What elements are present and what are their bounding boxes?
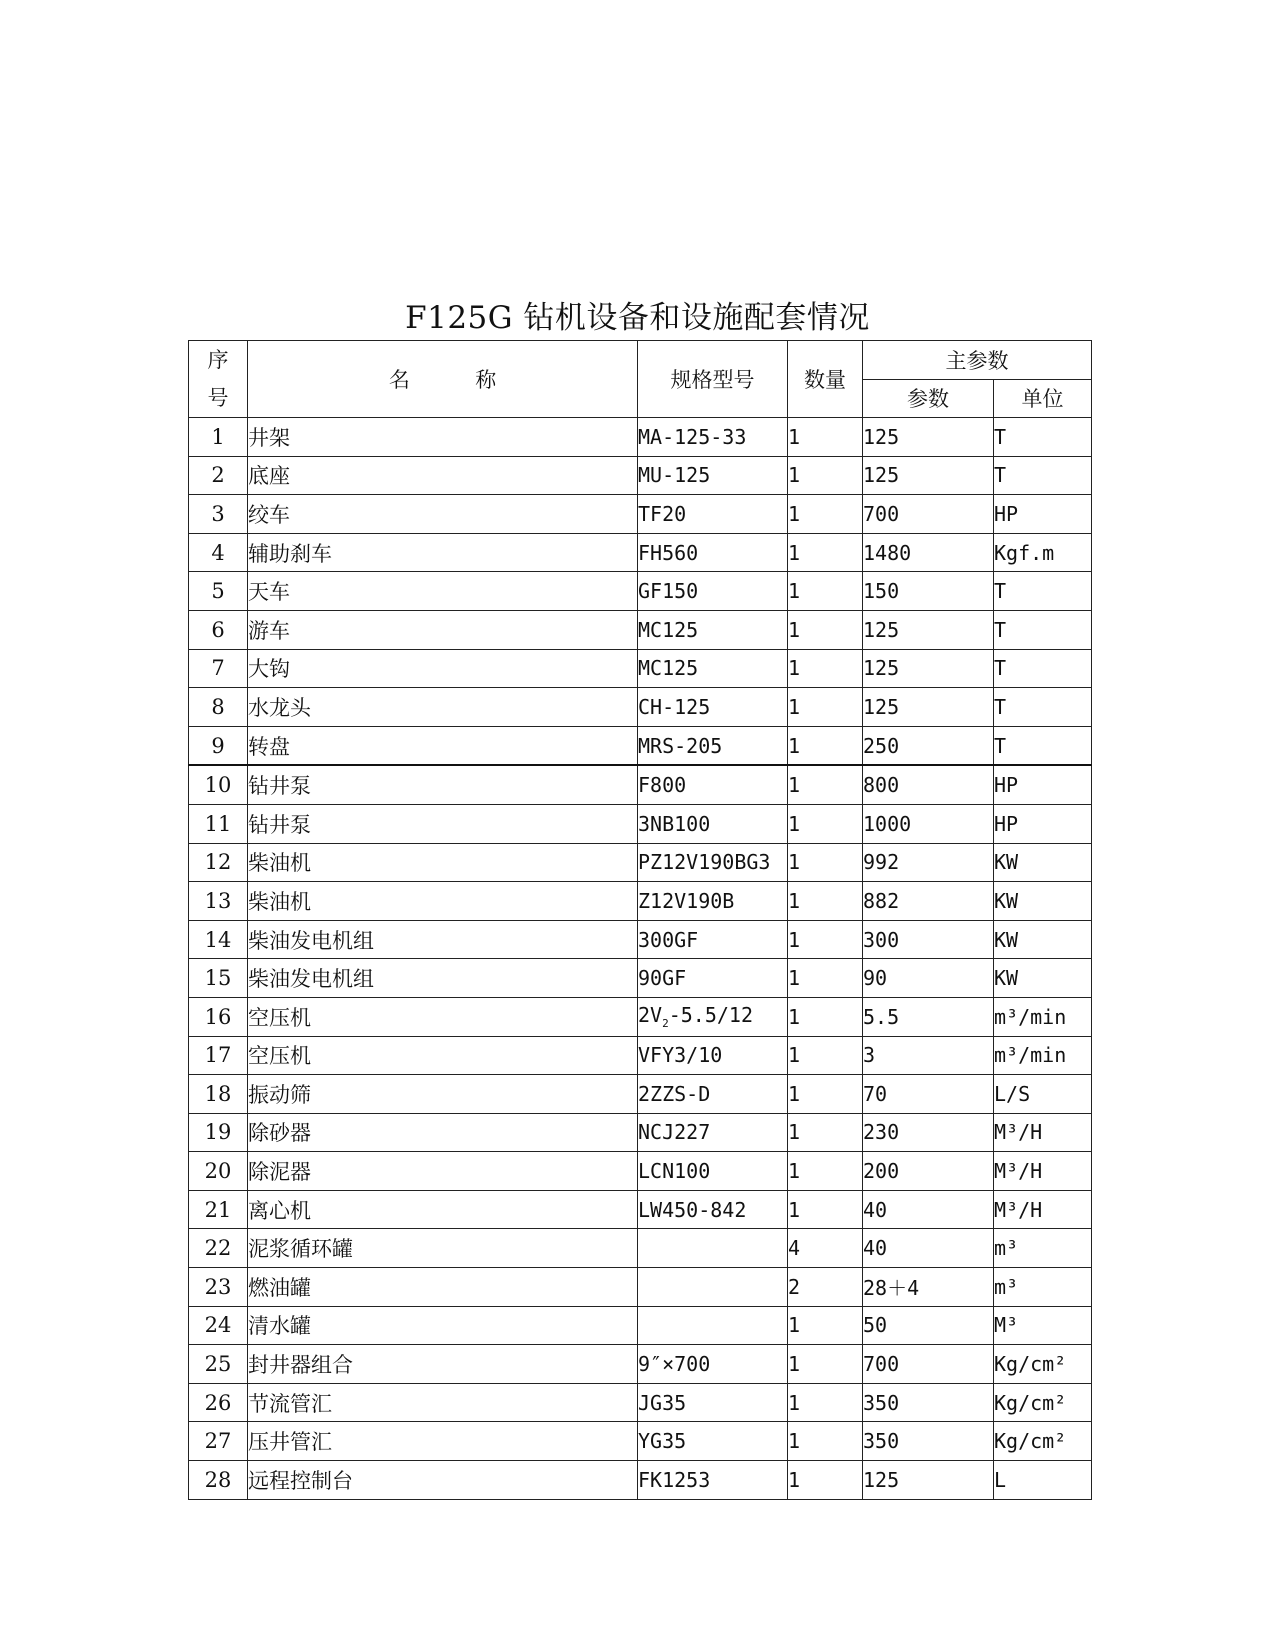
cell-unit: T: [994, 610, 1092, 649]
cell-spec: JG35: [638, 1383, 788, 1422]
cell-qty: 2: [788, 1268, 863, 1307]
cell-param: 250: [863, 726, 994, 765]
cell-param: 125: [863, 649, 994, 688]
cell-qty: 1: [788, 804, 863, 843]
cell-qty: 1: [788, 1190, 863, 1229]
cell-unit: HP: [994, 804, 1092, 843]
cell-param: 125: [863, 1461, 994, 1500]
header-name-char2: 称: [475, 368, 497, 392]
cell-unit: T: [994, 456, 1092, 495]
cell-name: 钻井泵: [248, 804, 638, 843]
cell-unit: T: [994, 726, 1092, 765]
cell-qty: 1: [788, 1422, 863, 1461]
table-row: [189, 1229, 1092, 1268]
table-row: [189, 1190, 1092, 1229]
cell-index: 17: [189, 1036, 248, 1075]
cell-qty: 1: [788, 1152, 863, 1191]
cell-spec: F800: [638, 765, 788, 804]
cell-qty: 1: [788, 882, 863, 921]
equipment-table: [188, 340, 1092, 1500]
cell-index: 12: [189, 843, 248, 882]
table-row: [189, 765, 1092, 804]
cell-unit: T: [994, 418, 1092, 457]
cell-spec: VFY3/10: [638, 1036, 788, 1075]
cell-name: 泥浆循环罐: [248, 1229, 638, 1268]
cell-spec: 2ZZS-D: [638, 1075, 788, 1114]
cell-spec: FH560: [638, 533, 788, 572]
cell-param: 700: [863, 1345, 994, 1384]
table-row: [189, 418, 1092, 457]
cell-index: 7: [189, 649, 248, 688]
cell-spec: YG35: [638, 1422, 788, 1461]
cell-index: 10: [189, 765, 248, 804]
cell-spec: MU-125: [638, 456, 788, 495]
cell-unit: L: [994, 1461, 1092, 1500]
table-row: [189, 1345, 1092, 1384]
cell-spec: [638, 1306, 788, 1345]
table-row: [189, 1461, 1092, 1500]
cell-unit: HP: [994, 495, 1092, 534]
cell-unit: T: [994, 688, 1092, 727]
cell-qty: 1: [788, 726, 863, 765]
cell-name: 压井管汇: [248, 1422, 638, 1461]
cell-unit: Kg/cm²: [994, 1383, 1092, 1422]
cell-spec: CH-125: [638, 688, 788, 727]
cell-qty: 1: [788, 1383, 863, 1422]
cell-name: 燃油罐: [248, 1268, 638, 1307]
cell-spec: 9″×700: [638, 1345, 788, 1384]
cell-name: 除泥器: [248, 1152, 638, 1191]
cell-param: 700: [863, 495, 994, 534]
cell-unit: T: [994, 649, 1092, 688]
header-main-params: 主参数: [863, 341, 1092, 380]
cell-param: 50: [863, 1306, 994, 1345]
page-title: F125G 钻机设备和设施配套情况: [405, 300, 870, 336]
cell-unit: m³/min: [994, 1036, 1092, 1075]
header-index-line1: 序: [207, 348, 229, 372]
cell-index: 4: [189, 533, 248, 572]
table-row: [189, 1036, 1092, 1075]
cell-unit: m³: [994, 1268, 1092, 1307]
cell-spec: 300GF: [638, 920, 788, 959]
table-row: [189, 1113, 1092, 1152]
cell-param: 150: [863, 572, 994, 611]
cell-qty: 4: [788, 1229, 863, 1268]
cell-spec-part1: 2V: [638, 1003, 663, 1028]
cell-index: 26: [189, 1383, 248, 1422]
cell-index: 11: [189, 804, 248, 843]
cell-param: 125: [863, 610, 994, 649]
cell-index: 24: [189, 1306, 248, 1345]
cell-qty: 1: [788, 456, 863, 495]
cell-spec: FK1253: [638, 1461, 788, 1500]
cell-param: 125: [863, 418, 994, 457]
cell-name: 柴油发电机组: [248, 920, 638, 959]
table-row: [189, 456, 1092, 495]
cell-param: 125: [863, 688, 994, 727]
cell-name: 柴油机: [248, 882, 638, 921]
header-index: [189, 341, 248, 418]
cell-spec: [638, 1229, 788, 1268]
header-index-line2: 号: [207, 386, 229, 410]
cell-name: 节流管汇: [248, 1383, 638, 1422]
cell-param: 90: [863, 959, 994, 998]
cell-unit: M³/H: [994, 1152, 1092, 1191]
cell-name: 清水罐: [248, 1306, 638, 1345]
cell-param: 40: [863, 1190, 994, 1229]
cell-spec: MRS-205: [638, 726, 788, 765]
cell-spec: 3NB100: [638, 804, 788, 843]
cell-name: 大钩: [248, 649, 638, 688]
cell-index: 2: [189, 456, 248, 495]
cell-index: 18: [189, 1075, 248, 1114]
cell-spec: Z12V190B: [638, 882, 788, 921]
table-row: [189, 610, 1092, 649]
cell-param: 350: [863, 1383, 994, 1422]
cell-index: 3: [189, 495, 248, 534]
cell-qty: 1: [788, 418, 863, 457]
cell-unit: KW: [994, 959, 1092, 998]
cell-unit: M³/H: [994, 1113, 1092, 1152]
header-name-char1: 名: [388, 368, 410, 392]
cell-qty: 1: [788, 1036, 863, 1075]
cell-spec: MC125: [638, 610, 788, 649]
cell-spec: NCJ227: [638, 1113, 788, 1152]
table-row: [189, 495, 1092, 534]
cell-unit: M³/H: [994, 1190, 1092, 1229]
cell-qty: 1: [788, 1345, 863, 1384]
cell-param: 70: [863, 1075, 994, 1114]
cell-index: 16: [189, 997, 248, 1036]
cell-unit: KW: [994, 882, 1092, 921]
table-row: [189, 920, 1092, 959]
cell-name: 水龙头: [248, 688, 638, 727]
cell-name: 天车: [248, 572, 638, 611]
cell-name: 绞车: [248, 495, 638, 534]
header-spec: 规格型号: [638, 341, 788, 418]
cell-index: 13: [189, 882, 248, 921]
cell-index: 22: [189, 1229, 248, 1268]
cell-index: 28: [189, 1461, 248, 1500]
cell-unit: Kg/cm²: [994, 1422, 1092, 1461]
header-qty: 数量: [788, 341, 863, 418]
cell-name: 空压机: [248, 997, 638, 1036]
cell-qty: 1: [788, 610, 863, 649]
cell-unit: KW: [994, 843, 1092, 882]
table-row: [189, 726, 1092, 765]
table-row: [189, 882, 1092, 921]
cell-qty: 1: [788, 959, 863, 998]
cell-name: 离心机: [248, 1190, 638, 1229]
table-row: [189, 1383, 1092, 1422]
cell-spec: TF20: [638, 495, 788, 534]
cell-qty: 1: [788, 1113, 863, 1152]
cell-unit: HP: [994, 765, 1092, 804]
cell-name: 封井器组合: [248, 1345, 638, 1384]
cell-qty: 1: [788, 1075, 863, 1114]
cell-index: 9: [189, 726, 248, 765]
cell-qty: 1: [788, 572, 863, 611]
cell-param: 3: [863, 1036, 994, 1075]
cell-spec: [638, 1268, 788, 1307]
cell-param: 1480: [863, 533, 994, 572]
cell-unit: M³: [994, 1306, 1092, 1345]
cell-param: 125: [863, 456, 994, 495]
cell-index: 15: [189, 959, 248, 998]
cell-spec: 90GF: [638, 959, 788, 998]
cell-qty: 1: [788, 1461, 863, 1500]
cell-name: 除砂器: [248, 1113, 638, 1152]
cell-spec-subscript: 2: [662, 1017, 669, 1031]
cell-name: 柴油发电机组: [248, 959, 638, 998]
cell-name: 远程控制台: [248, 1461, 638, 1500]
table-row: [189, 997, 1092, 1036]
cell-param: 350: [863, 1422, 994, 1461]
cell-spec: LW450-842: [638, 1190, 788, 1229]
cell-qty: 1: [788, 997, 863, 1036]
cell-index: 27: [189, 1422, 248, 1461]
cell-unit: T: [994, 572, 1092, 611]
cell-name: 柴油机: [248, 843, 638, 882]
cell-param: 5.5: [863, 997, 994, 1036]
cell-name: 转盘: [248, 726, 638, 765]
header-name: [248, 341, 638, 418]
cell-spec: MA-125-33: [638, 418, 788, 457]
cell-name: 钻井泵: [248, 765, 638, 804]
table-row: [189, 688, 1092, 727]
cell-param: 800: [863, 765, 994, 804]
cell-name: 游车: [248, 610, 638, 649]
cell-spec-part2: -5.5/12: [668, 1003, 754, 1028]
cell-qty: 1: [788, 765, 863, 804]
table-row: [189, 1422, 1092, 1461]
cell-unit: L/S: [994, 1075, 1092, 1114]
cell-qty: 1: [788, 649, 863, 688]
cell-qty: 1: [788, 688, 863, 727]
cell-unit: Kgf.m: [994, 533, 1092, 572]
cell-name: 空压机: [248, 1036, 638, 1075]
cell-name: 振动筛: [248, 1075, 638, 1114]
cell-param: 230: [863, 1113, 994, 1152]
table-row: [189, 1268, 1092, 1307]
cell-param: 200: [863, 1152, 994, 1191]
cell-unit: Kg/cm²: [994, 1345, 1092, 1384]
cell-unit: m³: [994, 1229, 1092, 1268]
cell-unit: m³/min: [994, 997, 1092, 1036]
cell-param: 40: [863, 1229, 994, 1268]
cell-spec: MC125: [638, 649, 788, 688]
cell-index: 5: [189, 572, 248, 611]
cell-param: 300: [863, 920, 994, 959]
cell-index: 14: [189, 920, 248, 959]
cell-unit: KW: [994, 920, 1092, 959]
cell-index: 19: [189, 1113, 248, 1152]
cell-spec: GF150: [638, 572, 788, 611]
cell-param: 1000: [863, 804, 994, 843]
cell-index: 6: [189, 610, 248, 649]
table-row: [189, 843, 1092, 882]
cell-name: 辅助刹车: [248, 533, 638, 572]
cell-param: 28＋4: [863, 1268, 994, 1307]
cell-qty: 1: [788, 843, 863, 882]
table-row: [189, 1306, 1092, 1345]
cell-qty: 1: [788, 920, 863, 959]
cell-index: 23: [189, 1268, 248, 1307]
header-unit: 单位: [994, 379, 1092, 418]
cell-index: 25: [189, 1345, 248, 1384]
cell-name: 井架: [248, 418, 638, 457]
cell-qty: 1: [788, 1306, 863, 1345]
cell-qty: 1: [788, 533, 863, 572]
table-row: [189, 1075, 1092, 1114]
table-row: [189, 649, 1092, 688]
cell-param: 882: [863, 882, 994, 921]
cell-index: 1: [189, 418, 248, 457]
cell-spec: [638, 997, 788, 1036]
cell-name: 底座: [248, 456, 638, 495]
header-param: 参数: [863, 379, 994, 418]
table-row: [189, 572, 1092, 611]
cell-index: 8: [189, 688, 248, 727]
cell-spec: LCN100: [638, 1152, 788, 1191]
table-row: [189, 1152, 1092, 1191]
table-row: [189, 804, 1092, 843]
table-row: [189, 959, 1092, 998]
cell-param: 992: [863, 843, 994, 882]
cell-index: 20: [189, 1152, 248, 1191]
cell-index: 21: [189, 1190, 248, 1229]
cell-spec: PZ12V190BG3: [638, 843, 788, 882]
cell-qty: 1: [788, 495, 863, 534]
table-row: [189, 533, 1092, 572]
